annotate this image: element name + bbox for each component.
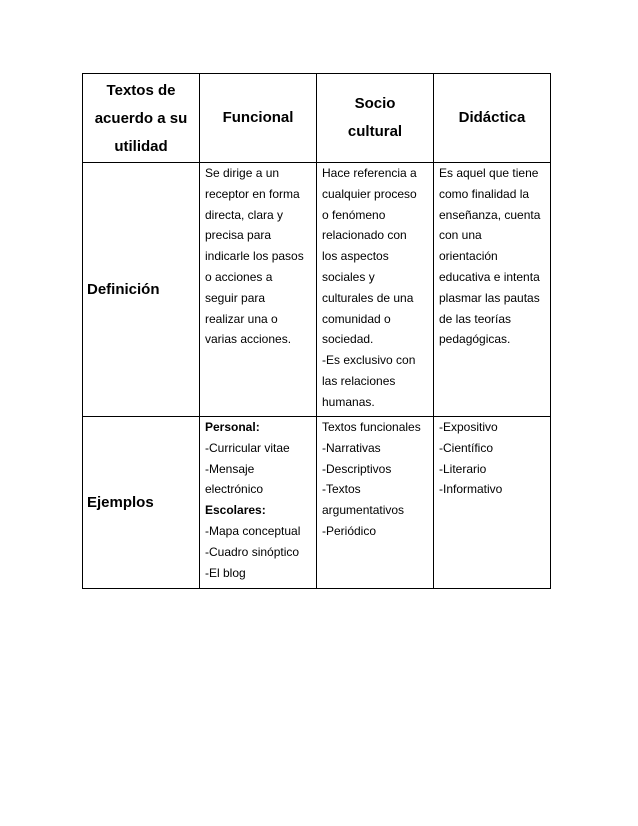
- cell-line: relacionado con: [322, 228, 407, 243]
- cell-line: cualquier proceso: [322, 186, 417, 201]
- cell-line: -Textos: [322, 482, 361, 497]
- cell-line: comunidad o: [322, 311, 391, 326]
- classification-table: [82, 73, 551, 589]
- cell-line: indicarle los pasos: [205, 249, 304, 264]
- cell-definicion-didactica: [434, 163, 551, 417]
- header-line: cultural: [347, 123, 403, 140]
- header-cell-sociocultural: [317, 74, 434, 163]
- cell-line: receptor en forma: [205, 186, 300, 201]
- cell-line: electrónico: [205, 482, 264, 497]
- cell-line: Es aquel que tiene: [439, 166, 539, 180]
- cell-line: directa, clara y: [205, 207, 284, 222]
- table-row-ejemplos: [83, 417, 551, 589]
- header-cell-funcional: [200, 74, 317, 163]
- cell-line: plasmar las pautas: [439, 290, 540, 305]
- cell-definicion-funcional: [200, 163, 317, 417]
- cell-line: o acciones a: [205, 269, 273, 284]
- cell-line: seguir para: [205, 290, 266, 305]
- cell-line: -Expositivo: [439, 420, 498, 434]
- cell-line: -Literario: [439, 461, 487, 476]
- cell-line: -Cuadro sinóptico: [205, 544, 300, 559]
- cell-line: -Es exclusivo con: [322, 353, 416, 368]
- cell-line: precisa para: [205, 228, 272, 243]
- cell-line: Se dirige a un: [205, 166, 280, 180]
- cell-subheading: Escolares:: [205, 503, 266, 518]
- cell-line: orientación: [439, 249, 498, 264]
- header-line: utilidad: [114, 138, 168, 155]
- cell-ejemplos-sociocultural: [317, 417, 434, 589]
- header-line: acuerdo a su: [94, 110, 188, 127]
- header-line: Didáctica: [458, 109, 526, 126]
- cell-line: pedagógicas.: [439, 332, 511, 347]
- cell-line: -Curricular vitae: [205, 440, 290, 455]
- cell-line: o fenómeno: [322, 207, 386, 222]
- header-cell-didactica: [434, 74, 551, 163]
- cell-line: sociales y: [322, 269, 375, 284]
- header-line: Funcional: [222, 109, 294, 126]
- cell-line: realizar una o: [205, 311, 278, 326]
- cell-line: culturales de una: [322, 290, 414, 305]
- table-row-definicion: [83, 163, 551, 417]
- cell-line: humanas.: [322, 394, 375, 409]
- cell-line: los aspectos: [322, 249, 389, 264]
- row-label-definicion: Definición: [83, 163, 200, 417]
- header-line: Textos de: [106, 82, 176, 99]
- cell-line: sociedad.: [322, 332, 374, 347]
- cell-line: -Descriptivos: [322, 461, 392, 476]
- header-cell-textos: [83, 74, 200, 163]
- cell-ejemplos-didactica: [434, 417, 551, 589]
- cell-definicion-sociocultural: [317, 163, 434, 417]
- cell-ejemplos-funcional: [200, 417, 317, 589]
- cell-line: Hace referencia a: [322, 166, 417, 180]
- cell-line: -Periódico: [322, 523, 377, 538]
- cell-line: varias acciones.: [205, 332, 292, 347]
- header-line: Socio: [354, 95, 396, 112]
- cell-line: -Narrativas: [322, 440, 381, 455]
- cell-line: las relaciones: [322, 373, 396, 388]
- cell-line: -Informativo: [439, 482, 503, 497]
- table-header-row: [83, 74, 551, 163]
- cell-line: de las teorías: [439, 311, 512, 326]
- cell-line: -Científico: [439, 440, 494, 455]
- cell-line: como finalidad la: [439, 186, 530, 201]
- cell-line: Textos funcionales: [322, 420, 421, 434]
- row-label-ejemplos: Ejemplos: [83, 417, 200, 589]
- cell-subheading: Personal:: [205, 420, 260, 434]
- cell-line: enseñanza, cuenta: [439, 207, 541, 222]
- cell-line: -Mapa conceptual: [205, 523, 301, 538]
- cell-line: educativa e intenta: [439, 269, 540, 284]
- cell-line: con una: [439, 228, 482, 243]
- cell-line: -El blog: [205, 565, 246, 580]
- cell-line: argumentativos: [322, 503, 405, 518]
- cell-line: -Mensaje: [205, 461, 255, 476]
